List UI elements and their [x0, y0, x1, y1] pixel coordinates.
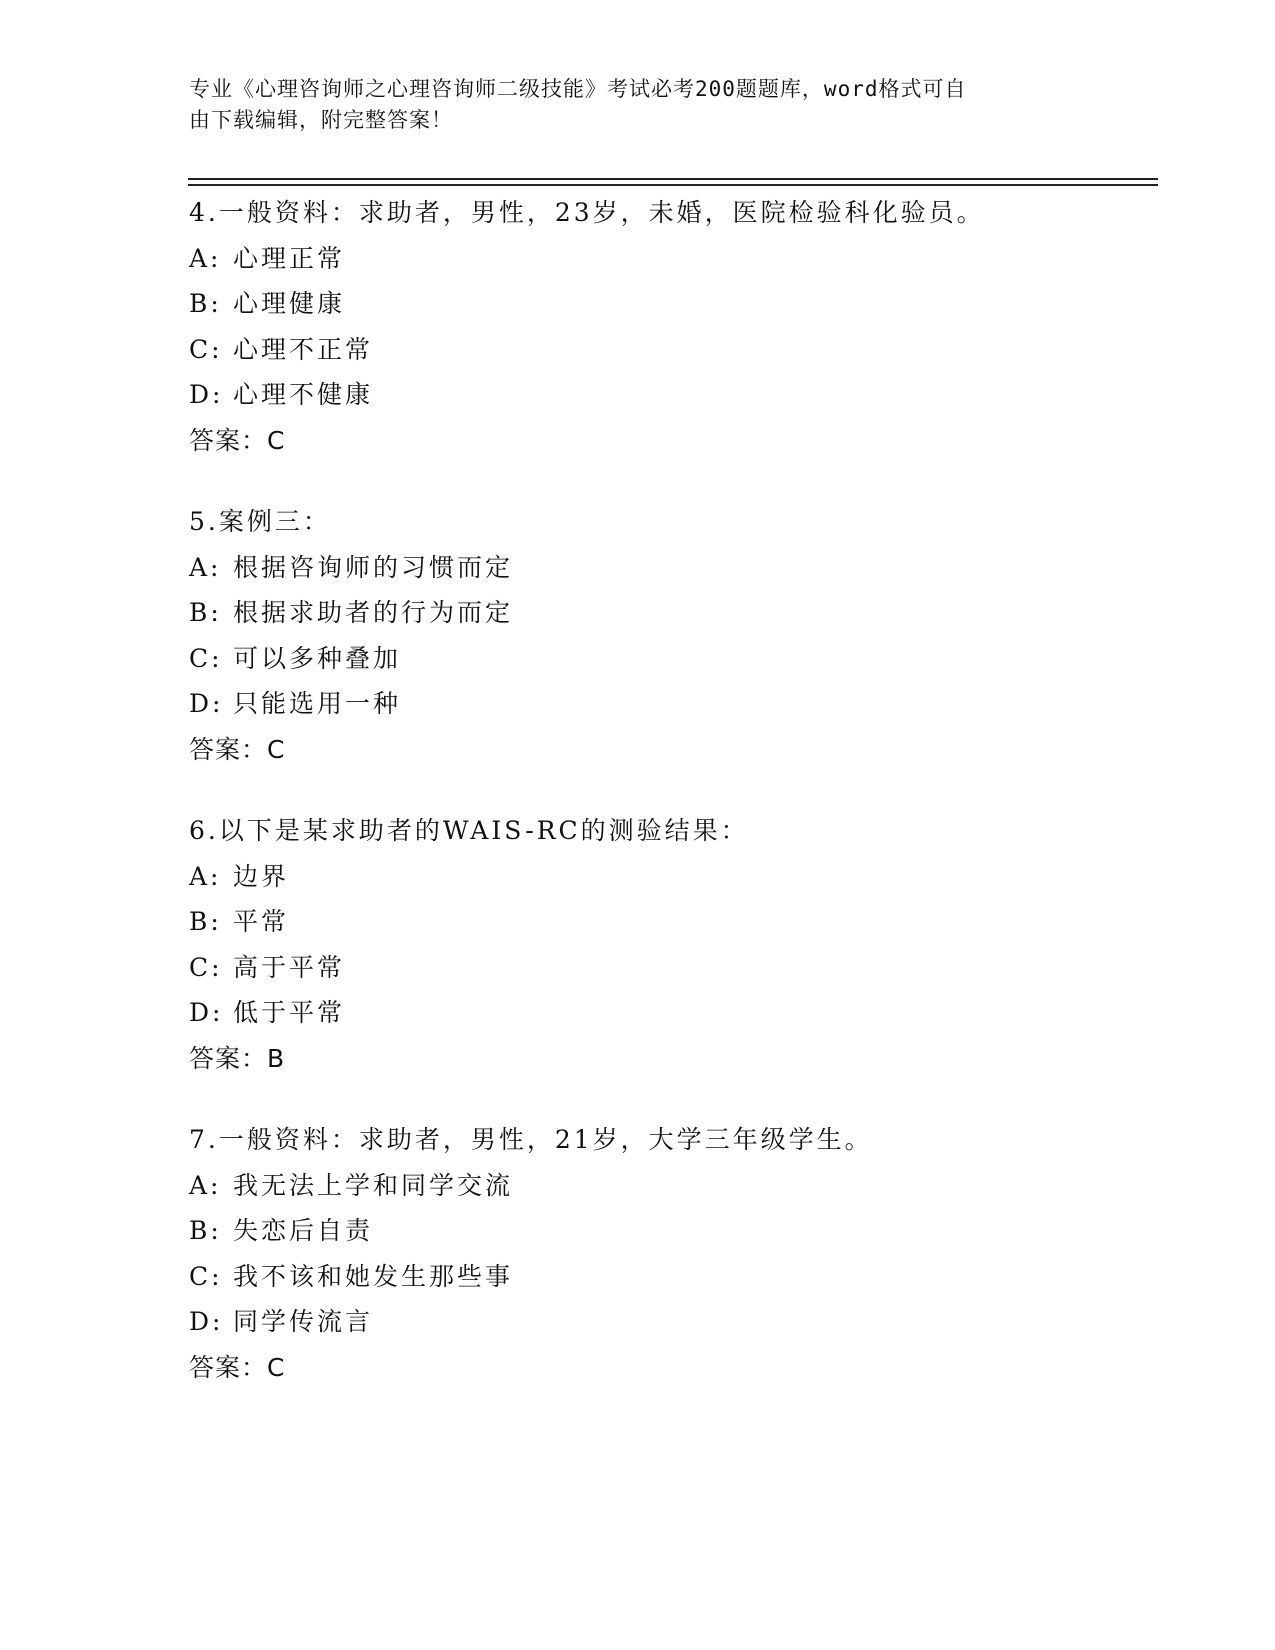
option-a [189, 854, 1149, 900]
document-header [189, 74, 1089, 136]
option-d [189, 681, 1149, 727]
answer-line: 答案：C [189, 1352, 286, 1382]
option-b [189, 281, 1149, 327]
option-text: 失恋后自责 [233, 1216, 374, 1245]
option-letter: B: [189, 289, 222, 318]
option-b [189, 1208, 1149, 1254]
option-text: 根据求助者的行为而定 [233, 598, 514, 627]
option-a [189, 1163, 1149, 1209]
header-divider-bottom [188, 184, 1158, 186]
question-item [189, 1117, 1149, 1390]
option-letter: B: [189, 598, 222, 627]
option-letter: A: [189, 243, 222, 273]
option-text: 只能选用一种 [233, 689, 402, 718]
option-a [189, 236, 1149, 282]
option-letter: A: [189, 1170, 222, 1200]
option-text: 同学传流言 [233, 1307, 374, 1336]
option-text: 我无法上学和同学交流 [233, 1170, 514, 1200]
option-c [189, 636, 1149, 682]
option-letter: C: [189, 643, 223, 673]
option-c [189, 1254, 1149, 1300]
question-item [189, 190, 1149, 463]
option-letter: D: [189, 380, 224, 409]
option-d [189, 372, 1149, 418]
option-letter: D: [189, 998, 224, 1027]
header-line-2: 由下载编辑，附完整答案！ [189, 108, 453, 132]
question-item [189, 808, 1149, 1081]
question-item [189, 499, 1149, 772]
answer-line: 答案：B [189, 1043, 286, 1073]
option-letter: D: [189, 1307, 224, 1336]
question-list [189, 190, 1149, 1426]
option-text: 心理不健康 [233, 380, 374, 409]
option-letter: C: [189, 952, 223, 982]
option-letter: B: [189, 907, 222, 936]
option-text: 我不该和她发生那些事 [233, 1261, 514, 1291]
option-text: 心理健康 [233, 289, 346, 318]
option-letter: A: [189, 552, 222, 582]
option-text: 高于平常 [233, 952, 346, 982]
option-text: 边界 [233, 861, 290, 891]
option-text: 心理正常 [233, 243, 346, 273]
option-text: 平常 [233, 907, 290, 936]
answer-line: 答案：C [189, 734, 286, 764]
option-text: 根据咨询师的习惯而定 [233, 552, 514, 582]
option-text: 心理不正常 [233, 334, 374, 364]
option-letter: C: [189, 334, 223, 364]
answer-line: 答案：C [189, 425, 286, 455]
option-letter: A: [189, 861, 222, 891]
option-letter: C: [189, 1261, 223, 1291]
option-text: 可以多种叠加 [233, 643, 402, 673]
option-letter: B: [189, 1216, 222, 1245]
header-divider-top [188, 178, 1158, 180]
option-b [189, 590, 1149, 636]
option-d [189, 990, 1149, 1036]
question-title: 7.一般资料：求助者，男性，21岁，大学三年级学生。 [189, 1125, 873, 1154]
option-c [189, 945, 1149, 991]
option-d [189, 1299, 1149, 1345]
option-b [189, 899, 1149, 945]
option-letter: D: [189, 689, 224, 718]
option-c [189, 327, 1149, 373]
header-line-1: 专业《心理咨询师之心理咨询师二级技能》考试必考200题题库，word格式可自 [189, 77, 967, 101]
option-text: 低于平常 [233, 998, 346, 1027]
option-a [189, 545, 1149, 591]
question-title: 4.一般资料：求助者，男性，23岁，未婚，医院检验科化验员。 [189, 198, 985, 227]
question-title: 5.案例三： [189, 507, 331, 536]
question-title: 6.以下是某求助者的WAIS-RC的测验结果： [189, 816, 749, 845]
